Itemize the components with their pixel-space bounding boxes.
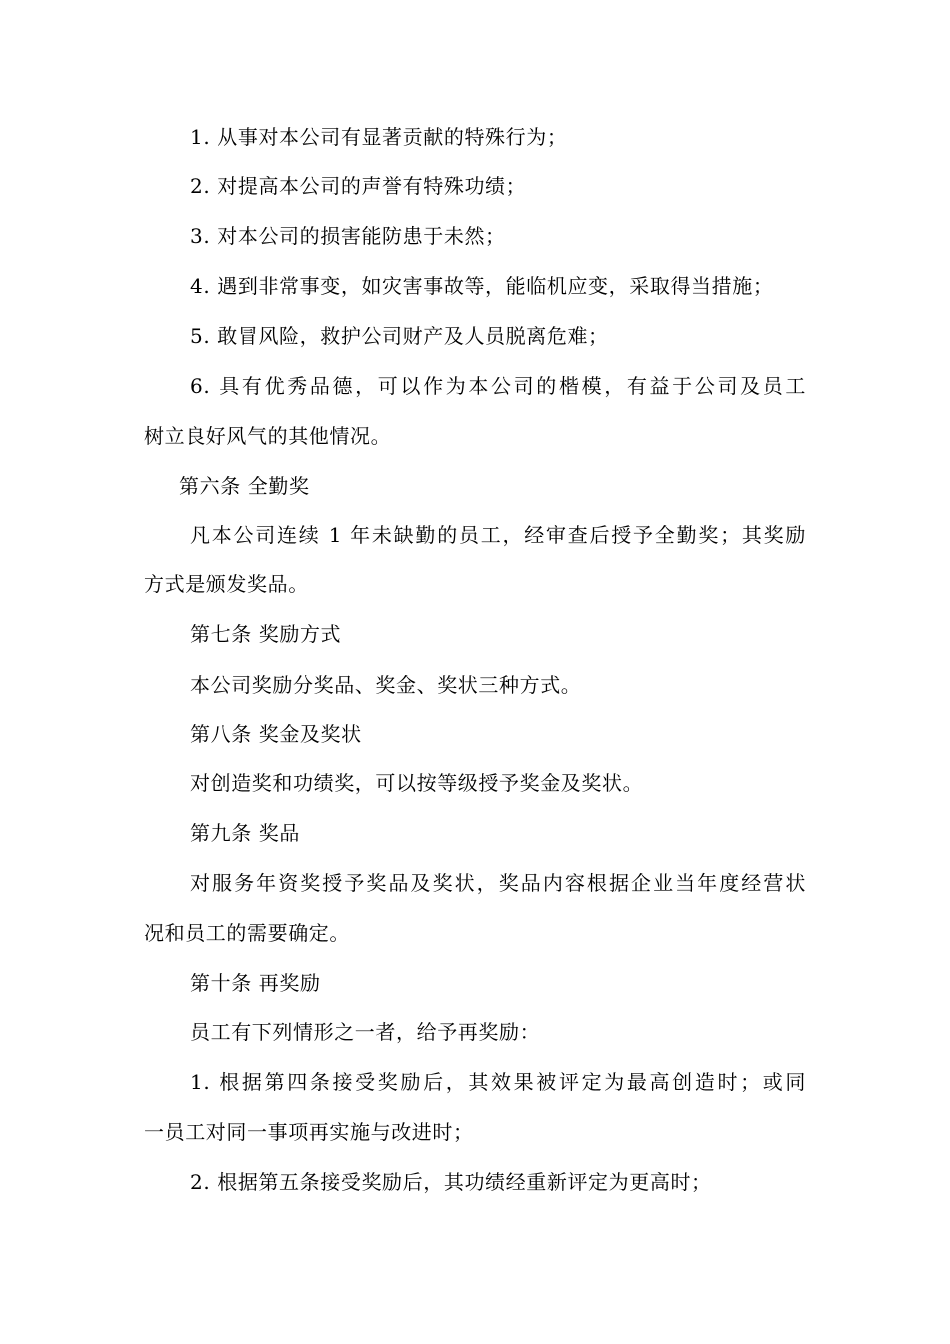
list-item-5: 5. 敢冒风险，救护公司财产及人员脱离危难； xyxy=(190,324,609,348)
article-8-heading: 第八条 奖金及奖状 xyxy=(190,722,362,746)
reaward-item-2: 2. 根据第五条接受奖励后，其功绩经重新评定为更高时； xyxy=(190,1170,712,1194)
article-9-heading: 第九条 奖品 xyxy=(190,821,300,845)
list-item-3: 3. 对本公司的损害能防患于未然； xyxy=(190,224,506,248)
article-10-paragraph: 员工有下列情形之一者，给予再奖励： xyxy=(190,1020,541,1044)
article-10-heading: 第十条 再奖励 xyxy=(190,971,321,995)
article-8-paragraph: 对创造奖和功绩奖，可以按等级授予奖金及奖状。 xyxy=(190,771,644,795)
list-item-2: 2. 对提高本公司的声誉有特殊功绩； xyxy=(190,174,527,198)
article-9-paragraph-continuation: 况和员工的需要确定。 xyxy=(144,921,350,945)
list-item-1: 1. 从事对本公司有显著贡献的特殊行为； xyxy=(190,125,568,149)
article-7-heading: 第七条 奖励方式 xyxy=(190,622,342,646)
list-item-6: 6. 具有优秀品德，可以作为本公司的楷模，有益于公司及员工 xyxy=(190,374,806,398)
article-6-paragraph-continuation: 方式是颁发奖品。 xyxy=(144,572,309,596)
list-item-4: 4. 遇到非常事变，如灾害事故等，能临机应变，采取得当措施； xyxy=(190,274,774,298)
reaward-item-1-continuation: 一员工对同一事项再实施与改进时； xyxy=(144,1120,474,1144)
reaward-item-1: 1. 根据第四条接受奖励后，其效果被评定为最高创造时；或同 xyxy=(190,1070,806,1094)
article-7-paragraph: 本公司奖励分奖品、奖金、奖状三种方式。 xyxy=(190,673,582,697)
list-item-6-continuation: 树立良好风气的其他情况。 xyxy=(144,424,392,448)
article-9-paragraph: 对服务年资奖授予奖品及奖状，奖品内容根据企业当年度经营状 xyxy=(190,871,806,895)
article-6-paragraph: 凡本公司连续 1 年未缺勤的员工，经审查后授予全勤奖；其奖励 xyxy=(190,523,806,547)
article-6-heading: 第六条 全勤奖 xyxy=(179,474,310,498)
